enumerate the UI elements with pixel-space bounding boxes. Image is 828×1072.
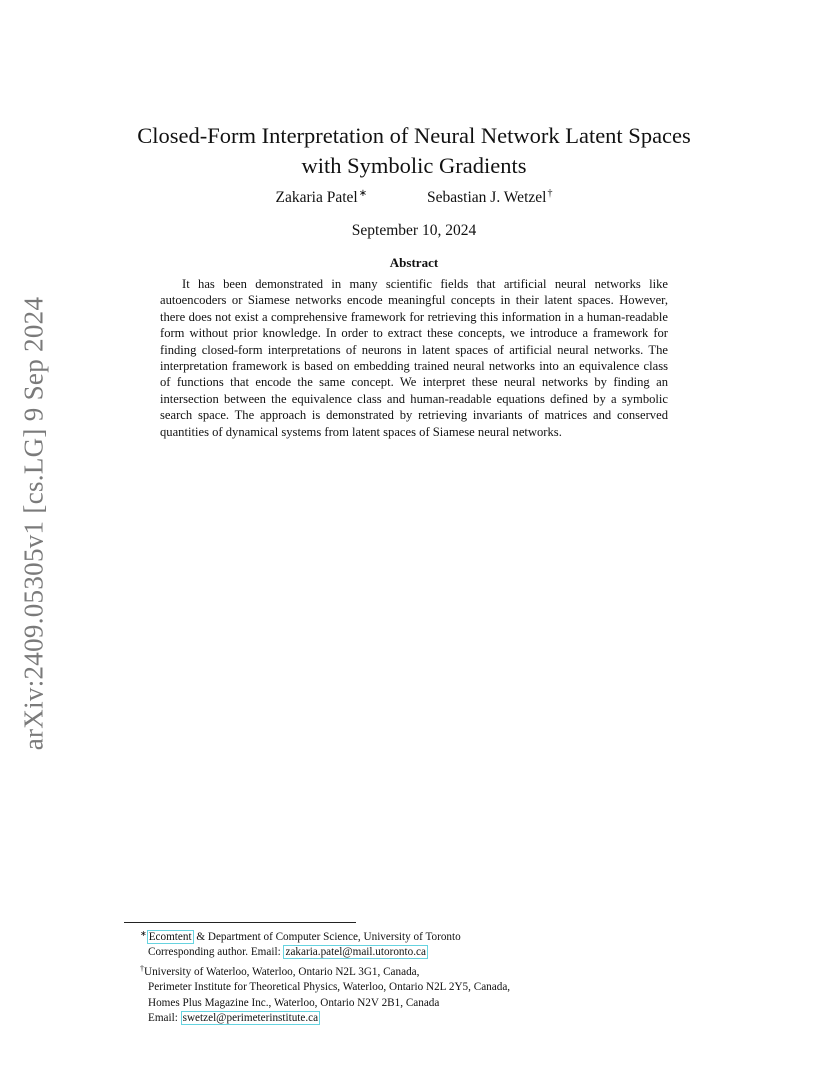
email-label: Email: — [148, 1012, 181, 1025]
footnote-2-affiliation-1: University of Waterloo, Waterloo, Ontario N2L 3G1, Canada, — [144, 965, 420, 978]
footnote-2-mark: † — [140, 963, 144, 973]
footnote-2-line-4 — [140, 1011, 660, 1026]
corresponding-author-label: Corresponding author. Email: — [148, 946, 284, 959]
title-line-1: Closed-Form Interpretation of Neural Network Latent Spaces — [137, 123, 691, 148]
wetzel-email-link[interactable]: swetzel@perimeterinstitute.ca — [182, 1012, 319, 1025]
patel-email-link[interactable]: zakaria.patel@mail.utoronto.ca — [285, 946, 426, 959]
author-list — [100, 188, 728, 207]
author-1-footnote-mark: ∗ — [358, 188, 368, 199]
arxiv-sidebar-stamp — [12, 290, 56, 756]
author-1 — [276, 188, 368, 207]
ecomtent-link[interactable]: Ecomtent — [148, 931, 192, 943]
footnote-1-mark: ∗ — [140, 929, 147, 938]
footnote-1 — [140, 926, 660, 961]
author-2 — [427, 188, 552, 207]
abstract-heading: Abstract — [389, 255, 439, 270]
footnotes — [140, 926, 660, 1026]
arxiv-identifier: arXiv:2409.05305v1 [cs.LG] 9 Sep 2024 — [18, 296, 49, 750]
footnote-1-affiliation: & Department of Computer Science, University of Toronto — [193, 931, 461, 943]
author-2-name: Sebastian J. Wetzel — [427, 189, 547, 206]
footnote-1-line-2 — [140, 945, 660, 960]
footnote-2-affiliation-2: Perimeter Institute for Theoretical Physics, Waterloo, Ontario N2L 2Y5, Canada, — [148, 981, 511, 994]
footnote-divider — [124, 922, 356, 923]
author-2-footnote-mark: † — [547, 188, 553, 199]
title-line-2: with Symbolic Gradients — [301, 153, 527, 178]
footnote-2-affiliation-3: Homes Plus Magazine Inc., Waterloo, Ontario N2V 2B1, Canada — [148, 996, 440, 1009]
paper-title — [100, 121, 728, 181]
abstract-text: It has been demonstrated in many scientific fields that artificial neural networks like autoencoders or Siamese networks encode meaningful concepts in their latent spaces. However, there does not exist a comprehensive framework for retrieving this information in a human-readable form without prior knowledge. In order to extract these concepts, we introduce a framework for finding closed-form interpretations of neurons in latent spaces of artificial neural networks. The interpretation framework is based on embedding trained neural networks into an equivalence class of functions that encode the same concept. We interpret these neural networks by finding an intersection between the equivalence class and human-readable equations defined by a symbolic search space. The approach is demonstrated by retrieving invariants of matrices and conserved quantities of dynamical systems from latent spaces of Siamese neural networks. — [160, 277, 668, 439]
publication-date: September 10, 2024 — [351, 222, 477, 239]
author-1-name: Zakaria Patel — [275, 189, 358, 206]
footnote-2-line-1 — [140, 961, 660, 980]
footnote-1-line-1 — [140, 926, 660, 945]
footnote-2 — [140, 961, 660, 1027]
